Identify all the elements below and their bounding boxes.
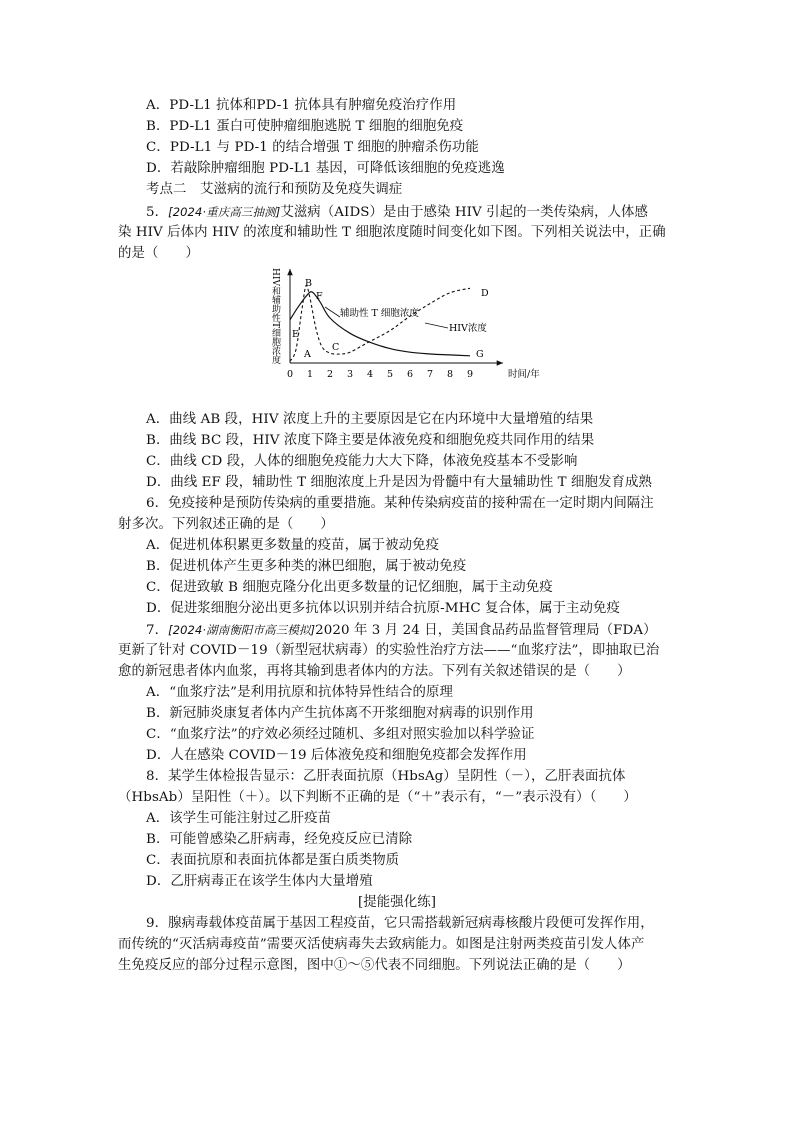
question-6-line1 [146, 494, 654, 514]
tcell-annotation: 辅助性 T 细胞浓度 [340, 308, 419, 319]
x-tick-label: 6 [407, 369, 414, 380]
q5-option-b: B．曲线 BC 段，HIV 浓度下降主要是体液免疫和细胞免疫共同作用的结果 [146, 433, 595, 448]
q4-option-d: D．若敲除肿瘤细胞 PD-L1 基因，可降低该细胞的免疫逃逸 [146, 161, 505, 176]
x-tick-label: 7 [427, 369, 434, 380]
q5-option-d: D．曲线 EF 段，辅助性 T 细胞浓度上升是因为骨髓中有大量辅助性 T 细胞发育成熟 [146, 475, 653, 490]
q6-option-c: C．促进致敏 B 细胞克隆分化出更多数量的记忆细胞，属于主动免疫 [146, 580, 553, 595]
section-2-title: 考点二 艾滋病的流行和预防及免疫失调症 [146, 182, 403, 197]
q5-option-a: A．曲线 AB 段，HIV 浓度上升的主要原因是它在内环境中大量增殖的结果 [146, 412, 594, 427]
q6-option-b: B．促进机体产生更多种类的淋巴细胞，属于被动免疫 [146, 559, 467, 574]
q7-text-2: 更新了针对 COVID－19（新型冠状病毒）的实验性治疗方法——“血浆疗法”，即抽取已治 [118, 643, 660, 658]
q8-option-b: B．可能曾感染乙肝病毒，经免疫反应已清除 [146, 832, 413, 847]
q8-option-a: A．该学生可能注射过乙肝疫苗 [146, 811, 332, 826]
q8-number: 8． [146, 769, 169, 784]
point-label-f: F [316, 291, 323, 302]
question-9-line1 [146, 914, 654, 934]
q8-option-c: C．表面抗原和表面抗体都是蛋白质类物质 [146, 853, 400, 868]
question-5-line1 [146, 202, 648, 223]
q5-text-2: 染 HIV 后体内 HIV 的浓度和辅助性 T 细胞浓度随时间变化如下图。下列相关说法中，正确 [118, 225, 666, 240]
q7-option-a: A．“血浆疗法”是利用抗原和抗体特异性结合的原理 [146, 685, 453, 700]
x-tick-label: 1 [307, 369, 314, 380]
q7-text-1: 2020 年 3 月 24 日，美国食品药品监督管理局（FDA） [315, 623, 657, 638]
q5-number: 5． [146, 205, 169, 220]
point-label-g: G [476, 349, 484, 360]
q4-option-a: A．PD-L1 抗体和PD-1 抗体具有肿瘤免疫治疗作用 [146, 98, 457, 113]
q7-option-b: B．新冠肺炎康复者体内产生抗体离不开浆细胞对病毒的识别作用 [146, 706, 534, 721]
q6-text-1: 免疫接种是预防传染病的重要措施。某种传染病疫苗的接种需在一定时期内间隔注 [168, 496, 654, 511]
x-tick-label: 5 [387, 369, 394, 380]
x-tick-label: 8 [447, 369, 454, 380]
point-label-a: A [304, 349, 311, 360]
q9-number: 9． [146, 916, 169, 931]
x-tick-label: 3 [347, 369, 354, 380]
q8-option-d: D．乙肝病毒正在该学生体内大量增殖 [146, 874, 373, 889]
q9-text-2: 而传统的“灭活病毒疫苗”需要灭活使病毒失去致病能力。如图是注射两类疫苗引发人体产 [118, 937, 645, 952]
q4-option-b: B．PD-L1 蛋白可使肿瘤细胞逃脱 T 细胞的细胞免疫 [146, 119, 464, 134]
q9-text-3: 生免疫反应的部分过程示意图，图中①～⑤代表不同细胞。下列说法正确的是（ ） [118, 958, 631, 973]
point-label-c: C [332, 342, 340, 353]
hiv-chart-svg [265, 265, 540, 390]
x-tick-label: 0 [287, 369, 294, 380]
q7-option-c: C．“血浆疗法”的疗效必须经过随机、多组对照实验加以科学验证 [146, 727, 535, 742]
x-tick-label: 2 [327, 369, 334, 380]
q5-text-3: 的是（ ） [118, 246, 199, 261]
q6-option-a: A．促进机体积累更多数量的疫苗，属于被动免疫 [146, 538, 440, 553]
q6-option-d: D．促进浆细胞分泌出更多抗体以识别并结合抗原-MHC 复合体，属于主动免疫 [146, 601, 620, 616]
q7-option-d: D．人在感染 COVID－19 后体液免疫和细胞免疫都会发挥作用 [146, 748, 527, 763]
x-tick-labels [287, 369, 473, 380]
question-8-line1 [146, 767, 626, 787]
q8-text-1: 某学生体检报告显示：乙肝表面抗原（HbsAg）呈阴性（－），乙肝表面抗体 [168, 769, 626, 784]
q9-text-1: 腺病毒载体疫苗属于基因工程疫苗，它只需搭载新冠病毒核酸片段便可发挥作用， [168, 916, 654, 931]
q5-source: [2024·重庆高三抽测] [168, 205, 281, 219]
q6-number: 6． [146, 496, 169, 511]
q8-text-2: （HbsAb）呈阳性（＋）。以下判断不正确的是（“＋”表示有，“－”表示没有）（ ） [118, 790, 637, 805]
q6-text-2: 射多次。下列叙述正确的是（ ） [118, 517, 334, 532]
q4-option-c: C．PD-L1 与 PD-1 的结合增强 T 细胞的肿瘤杀伤功能 [146, 140, 479, 155]
hiv-leader [425, 323, 448, 328]
q7-number: 7． [146, 623, 169, 638]
q7-text-3: 愈的新冠患者体内血浆，再将其输到患者体内的方法。下列有关叙述错误的是（ ） [118, 664, 631, 679]
question-7-line1 [146, 620, 657, 641]
point-label-d: D [481, 288, 489, 299]
point-label-b: B [305, 278, 312, 289]
x-axis-label: 时间/年 [508, 369, 540, 380]
q5-text-1: 艾滋病（AIDS）是由于感染 HIV 引起的一类传染病，人体感 [280, 205, 649, 220]
y-axis-label: HIV和辅助性T细胞浓度 [270, 268, 280, 364]
x-tick-label: 4 [367, 369, 374, 380]
q5-option-c: C．曲线 CD 段，人体的细胞免疫能力大大下降，体液免疫基本不受影响 [146, 454, 578, 469]
section-title: [提能强化练] [357, 895, 437, 910]
q7-source: [2024·湖南衡阳市高三模拟] [168, 623, 316, 637]
hiv-annotation: HIV浓度 [449, 323, 487, 334]
hiv-chart [265, 265, 540, 390]
x-tick-label: 9 [467, 369, 474, 380]
point-label-e: E [292, 329, 299, 340]
